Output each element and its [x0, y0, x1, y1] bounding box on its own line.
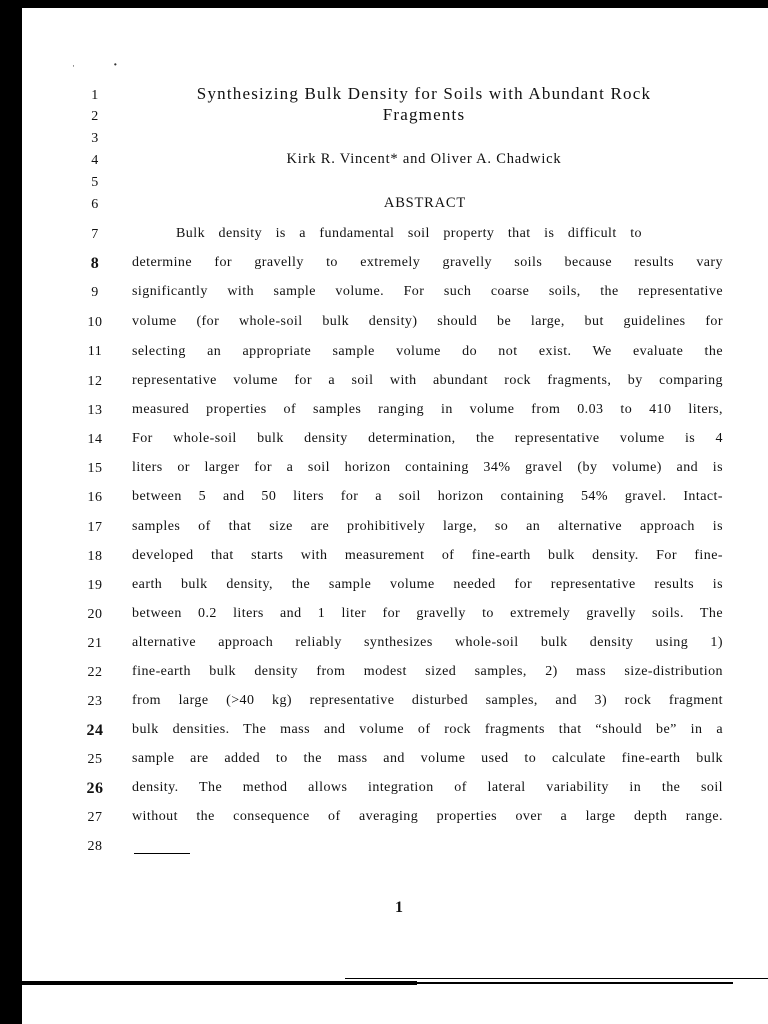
abstract-line: alternative approach reliably synthesizes whole-soil bulk density using 1): [132, 635, 723, 650]
abstract-line: significantly with sample volume. For such coarse soils, the representative: [132, 284, 723, 299]
title-line: Fragments: [382, 105, 466, 124]
line-number: 23: [87, 694, 103, 709]
speck-mark: ·: [113, 58, 156, 73]
line-number: 28: [87, 839, 103, 854]
line-number: 14: [87, 432, 103, 447]
line-number: 13: [87, 403, 103, 418]
abstract-line: For whole-soil bulk density determination, the representative volume is 4: [132, 431, 723, 446]
abstract-line: fine-earth bulk density from modest sized samples, 2) mass size-distribution: [132, 664, 723, 679]
line-number: 11: [87, 344, 103, 359]
scan-artifact-line: [22, 981, 417, 985]
line-number: 25: [87, 752, 103, 767]
line-number: 26: [86, 780, 104, 797]
line-number: 10: [87, 315, 103, 330]
line-number: 16: [87, 490, 103, 505]
line-number: 6: [91, 197, 99, 212]
line-number: 15: [87, 461, 103, 476]
speck-mark: ·: [72, 61, 113, 71]
abstract-line: samples of that size are prohibitively large, so an alternative approach is: [132, 519, 723, 534]
scan-specks: [72, 58, 156, 74]
line-number: 9: [91, 285, 99, 300]
line-number: 12: [87, 374, 103, 389]
scan-artifact-line: [417, 982, 733, 984]
section-heading: ABSTRACT: [383, 195, 467, 211]
abstract-line: sample are added to the mass and volume used to calculate fine-earth bulk: [132, 751, 723, 766]
line-number: 17: [87, 520, 103, 535]
line-number: 19: [87, 578, 103, 593]
line-number: 7: [91, 227, 99, 242]
line-number: 1: [91, 88, 99, 103]
scan-top-border: [0, 0, 768, 8]
scan-left-border: [0, 0, 22, 1024]
scan-artifact-line: [345, 978, 768, 979]
line-number: 8: [90, 255, 100, 272]
line-number: 2: [91, 109, 99, 124]
page-number: 1: [395, 899, 403, 916]
abstract-line: between 0.2 liters and 1 liter for gravelly to extremely gravelly soils. The: [132, 606, 723, 621]
abstract-line: measured properties of samples ranging in volume from 0.03 to 410 liters,: [132, 402, 723, 417]
line-number: 5: [91, 175, 99, 190]
line-number: 4: [91, 153, 99, 168]
abstract-line: determine for gravelly to extremely gravelly soils because results vary: [132, 255, 723, 270]
line-number: 27: [87, 810, 103, 825]
line-number: 20: [87, 607, 103, 622]
paper-title: [132, 83, 716, 125]
line-number: 3: [91, 131, 99, 146]
footnote-rule: [134, 853, 190, 854]
abstract-line: representative volume for a soil with abundant rock fragments, by comparing: [132, 373, 723, 388]
abstract-line: density. The method allows integration of lateral variability in the soil: [132, 780, 723, 795]
abstract-line: Bulk density is a fundamental soil property that is difficult to: [176, 226, 642, 241]
abstract-line: volume (for whole-soil bulk density) should be large, but guidelines for: [132, 314, 723, 329]
abstract-line: liters or larger for a soil horizon containing 34% gravel (by volume) and is: [132, 460, 723, 475]
abstract-line: without the consequence of averaging properties over a large depth range.: [132, 809, 723, 824]
abstract-line: selecting an appropriate sample volume do not exist. We evaluate the: [132, 344, 723, 359]
title-line: Synthesizing Bulk Density for Soils with Abundant Rock: [196, 84, 652, 103]
line-number: 22: [87, 665, 103, 680]
abstract-line: from large (>40 kg) representative disturbed samples, and 3) rock fragment: [132, 693, 723, 708]
author-list: Kirk R. Vincent* and Oliver A. Chadwick: [286, 151, 562, 167]
line-number: 24: [86, 722, 104, 739]
abstract-line: earth bulk density, the sample volume needed for representative results is: [132, 577, 723, 592]
abstract-line: developed that starts with measurement of fine-earth bulk density. For fine-: [132, 548, 723, 563]
abstract-line: between 5 and 50 liters for a soil horizon containing 54% gravel. Intact-: [132, 489, 723, 504]
line-number: 21: [87, 636, 103, 651]
line-number: 18: [87, 549, 103, 564]
abstract-line: bulk densities. The mass and volume of rock fragments that “should be” in a: [132, 722, 723, 737]
